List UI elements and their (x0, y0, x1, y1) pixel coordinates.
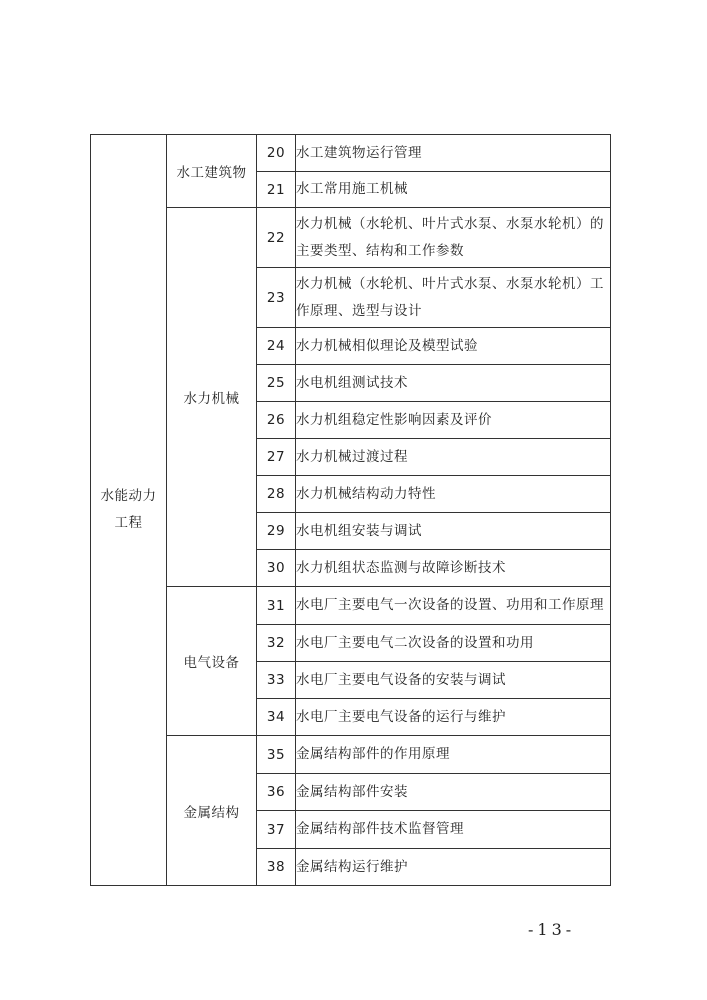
row-content: 水力机械（水轮机、叶片式水泵、水泵水轮机）的主要类型、结构和工作参数 (296, 208, 611, 268)
row-number: 23 (257, 268, 296, 328)
row-number: 35 (257, 736, 296, 774)
page-number: -13- (528, 920, 576, 939)
group-label: 电气设备 (167, 587, 257, 736)
row-number: 32 (257, 625, 296, 662)
row-content: 水电厂主要电气设备的安装与调试 (296, 662, 611, 699)
row-content: 水电机组安装与调试 (296, 513, 611, 550)
row-number: 38 (257, 849, 296, 886)
row-number: 26 (257, 402, 296, 439)
row-number: 29 (257, 513, 296, 550)
row-content: 水电厂主要电气设备的运行与维护 (296, 699, 611, 736)
row-content: 金属结构部件技术监督管理 (296, 811, 611, 849)
row-content: 水力机械相似理论及模型试验 (296, 328, 611, 365)
row-content: 水电厂主要电气二次设备的设置和功用 (296, 625, 611, 662)
row-number: 31 (257, 587, 296, 625)
row-content: 水工建筑物运行管理 (296, 135, 611, 172)
row-number: 33 (257, 662, 296, 699)
row-number: 28 (257, 476, 296, 513)
row-content: 水电厂主要电气一次设备的设置、功用和工作原理 (296, 587, 611, 625)
row-content: 水力机械结构动力特性 (296, 476, 611, 513)
row-number: 20 (257, 135, 296, 172)
row-content: 水力机组状态监测与故障诊断技术 (296, 550, 611, 587)
table-row (91, 208, 611, 268)
row-number: 21 (257, 172, 296, 208)
syllabus-table (90, 134, 611, 886)
row-number: 24 (257, 328, 296, 365)
major-cell (91, 135, 167, 886)
row-content: 金属结构运行维护 (296, 849, 611, 886)
major-label-line1: 水能动力 (100, 488, 157, 504)
row-number: 27 (257, 439, 296, 476)
row-number: 22 (257, 208, 296, 268)
row-content: 金属结构部件安装 (296, 774, 611, 811)
group-label: 水力机械 (167, 208, 257, 587)
row-number: 34 (257, 699, 296, 736)
row-number: 37 (257, 811, 296, 849)
row-content: 水力机组稳定性影响因素及评价 (296, 402, 611, 439)
row-content: 金属结构部件的作用原理 (296, 736, 611, 774)
row-number: 30 (257, 550, 296, 587)
group-label: 水工建筑物 (167, 135, 257, 208)
row-number: 25 (257, 365, 296, 402)
row-content: 水工常用施工机械 (296, 172, 611, 208)
table-row (91, 736, 611, 774)
table-row (91, 135, 611, 172)
row-content: 水电机组测试技术 (296, 365, 611, 402)
group-label: 金属结构 (167, 736, 257, 886)
row-content: 水力机械（水轮机、叶片式水泵、水泵水轮机）工作原理、选型与设计 (296, 268, 611, 328)
table-row (91, 587, 611, 625)
row-content: 水力机械过渡过程 (296, 439, 611, 476)
major-label-line2: 工程 (114, 515, 143, 531)
row-number: 36 (257, 774, 296, 811)
